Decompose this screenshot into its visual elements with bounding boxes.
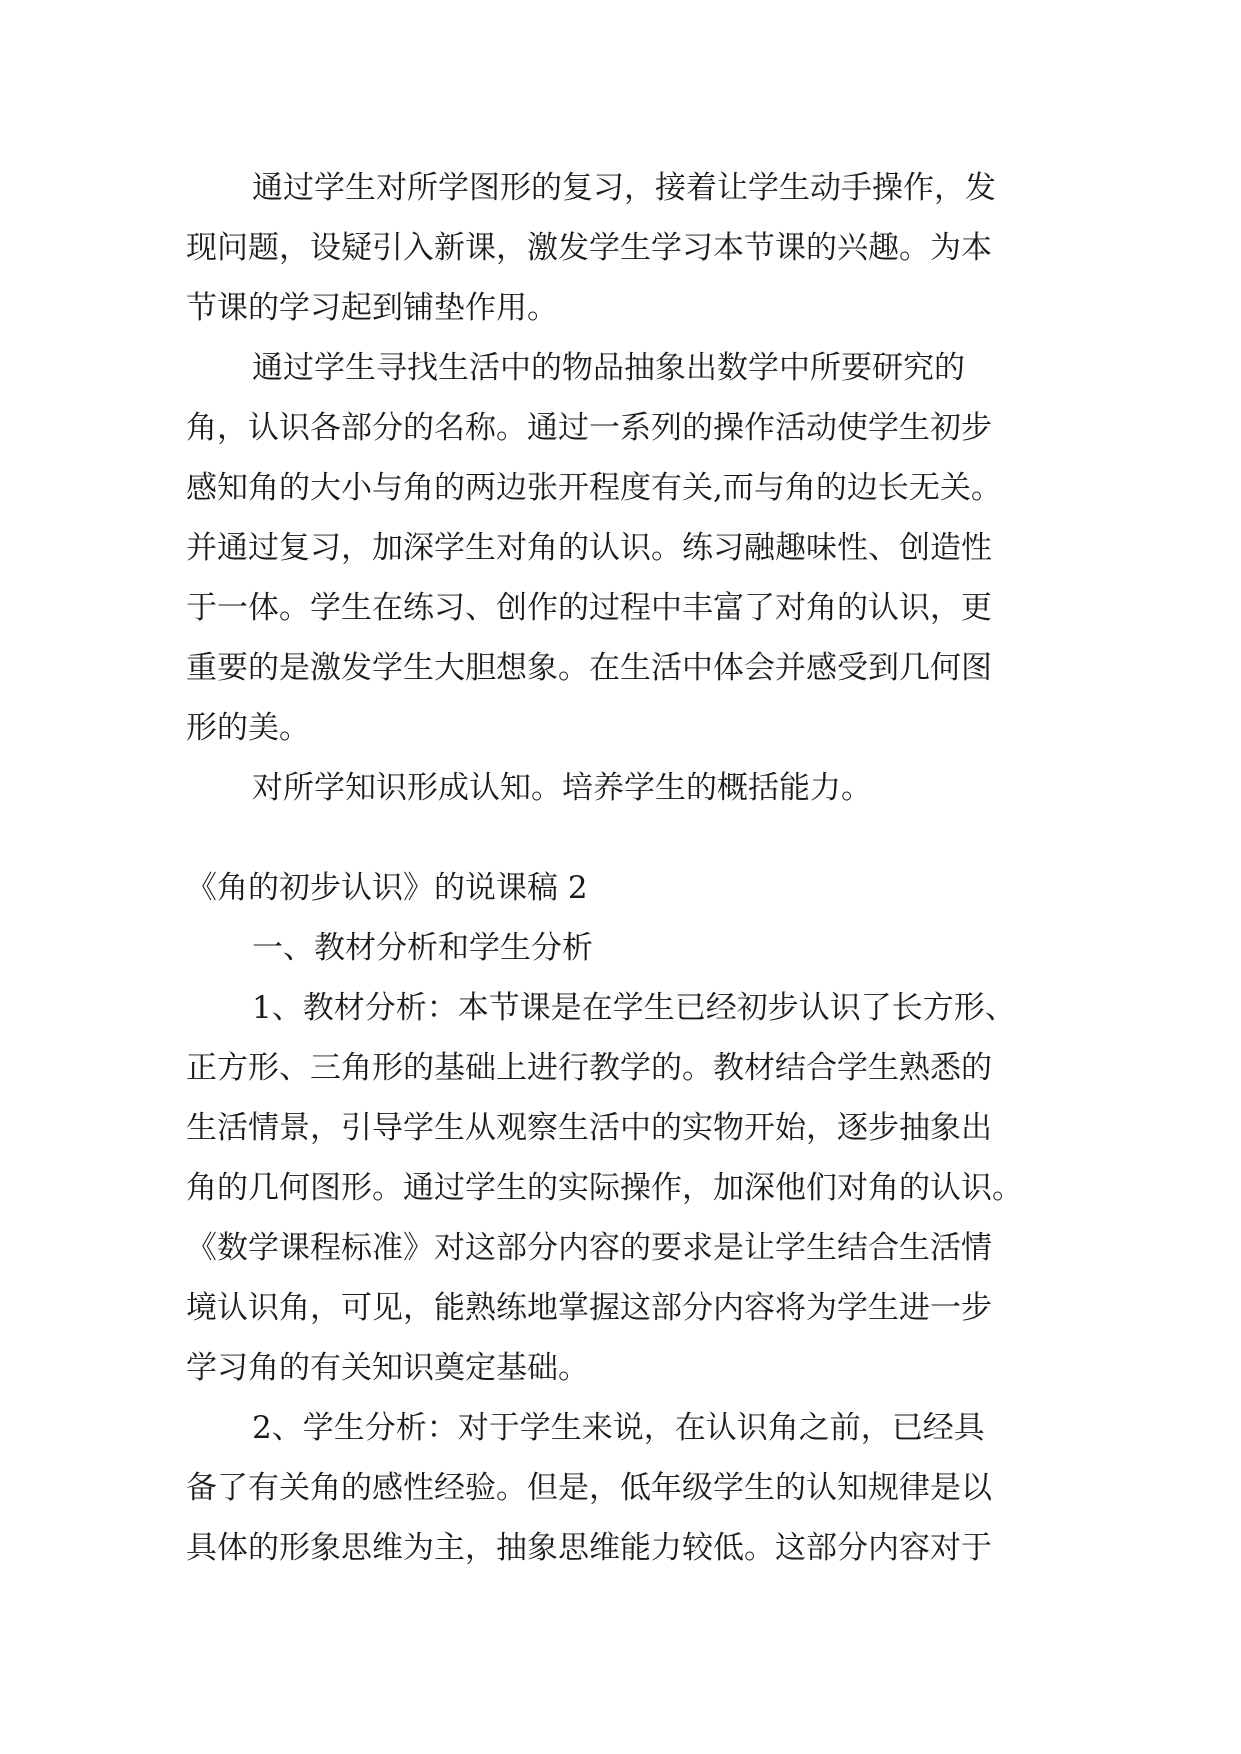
paragraph-line: 现问题，设疑引入新课，激发学生学习本节课的兴趣。为本 (186, 230, 992, 266)
paragraph-line: 重要的是激发学生大胆想象。在生活中体会并感受到几何图 (186, 650, 992, 686)
paragraph-line: 生活情景，引导学生从观察生活中的实物开始，逐步抽象出 (186, 1110, 992, 1146)
section-title: 《角的初步认识》的说课稿 2 (186, 870, 588, 906)
paragraph-line: 2、学生分析：对于学生来说，在认识角之前，已经具 (252, 1410, 985, 1446)
paragraph-line: 具体的形象思维为主，抽象思维能力较低。这部分内容对于 (186, 1530, 992, 1566)
paragraph-line: 形的美。 (186, 710, 310, 746)
paragraph-line: 节课的学习起到铺垫作用。 (186, 290, 558, 326)
paragraph-line: 1、教材分析：本节课是在学生已经初步认识了长方形、 (252, 990, 1016, 1026)
paragraph-line: 感知角的大小与角的两边张开程度有关,而与角的边长无关。 (186, 470, 1002, 506)
section-heading: 一、教材分析和学生分析 (252, 930, 593, 966)
paragraph-line: 于一体。学生在练习、创作的过程中丰富了对角的认识，更 (186, 590, 992, 626)
paragraph-line: 境认识角，可见，能熟练地掌握这部分内容将为学生进一步 (186, 1290, 992, 1326)
paragraph-line: 角的几何图形。通过学生的实际操作，加深他们对角的认识。 (186, 1170, 1023, 1206)
paragraph-line: 并通过复习，加深学生对角的认识。练习融趣味性、创造性 (186, 530, 992, 566)
paragraph-line: 学习角的有关知识奠定基础。 (186, 1350, 589, 1386)
paragraph-line: 角，认识各部分的名称。通过一系列的操作活动使学生初步 (186, 410, 992, 446)
paragraph-line: 通过学生对所学图形的复习，接着让学生动手操作，发 (252, 170, 996, 206)
paragraph-line: 通过学生寻找生活中的物品抽象出数学中所要研究的 (252, 350, 965, 386)
paragraph-line: 《数学课程标准》对这部分内容的要求是让学生结合生活情 (186, 1230, 992, 1266)
paragraph-line: 对所学知识形成认知。培养学生的概括能力。 (252, 770, 872, 806)
paragraph-line: 备了有关角的感性经验。但是，低年级学生的认知规律是以 (186, 1470, 992, 1506)
paragraph-line: 正方形、三角形的基础上进行教学的。教材结合学生熟悉的 (186, 1050, 992, 1086)
